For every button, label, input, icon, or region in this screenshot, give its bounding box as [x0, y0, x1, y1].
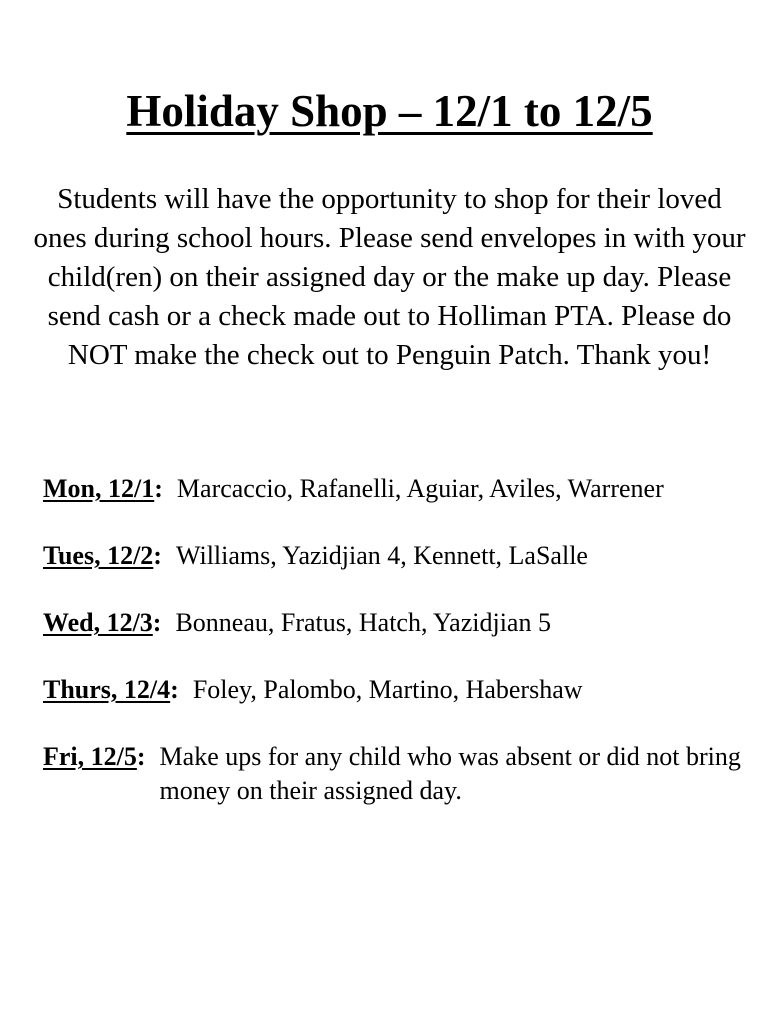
day-colon: :	[136, 742, 146, 771]
class-names: Foley, Palombo, Martino, Habershaw	[192, 675, 583, 704]
day-heading	[43, 673, 193, 707]
day-label: Fri, 12/5	[43, 742, 137, 771]
day-label: Mon, 12/1	[43, 474, 155, 503]
title-text: Holiday Shop – 12/1 to 12/5	[126, 86, 653, 136]
intro-paragraph: Students will have the opportunity to shop for their loved ones during school hours. Please send envelopes in with your child(ren) on their assigned day or the make up day. Please send cash or a check made out to Holliman PTA. Please do NOT make the check out to Penguin Patch. Thank you!	[33, 183, 746, 371]
class-names: Williams, Yazidjian 4, Kennett, LaSalle	[175, 541, 588, 570]
class-names: Marcaccio, Rafanelli, Aguiar, Aviles, Warrener	[176, 474, 664, 503]
schedule-row-fri	[43, 740, 763, 808]
schedule-row-mon	[43, 472, 763, 506]
day-heading	[43, 606, 175, 640]
schedule-row-thurs	[43, 673, 763, 707]
day-label: Wed, 12/3	[43, 608, 153, 637]
schedule-row-tues	[43, 539, 763, 573]
day-colon: :	[153, 541, 162, 570]
class-names: Make ups for any child who was absent or did not bring money on their assigned day.	[159, 742, 741, 805]
day-heading	[43, 472, 177, 506]
day-colon: :	[170, 675, 179, 704]
day-heading	[43, 740, 160, 774]
day-label: Thurs, 12/4	[43, 675, 171, 704]
schedule-row-wed	[43, 606, 763, 640]
class-names: Bonneau, Fratus, Hatch, Yazidjian 5	[175, 608, 551, 637]
day-colon: :	[152, 608, 162, 637]
day-label: Tues, 12/2	[43, 541, 154, 570]
schedule-list	[43, 472, 763, 808]
day-heading	[43, 539, 176, 573]
day-colon: :	[154, 474, 163, 503]
page-title	[0, 84, 779, 138]
